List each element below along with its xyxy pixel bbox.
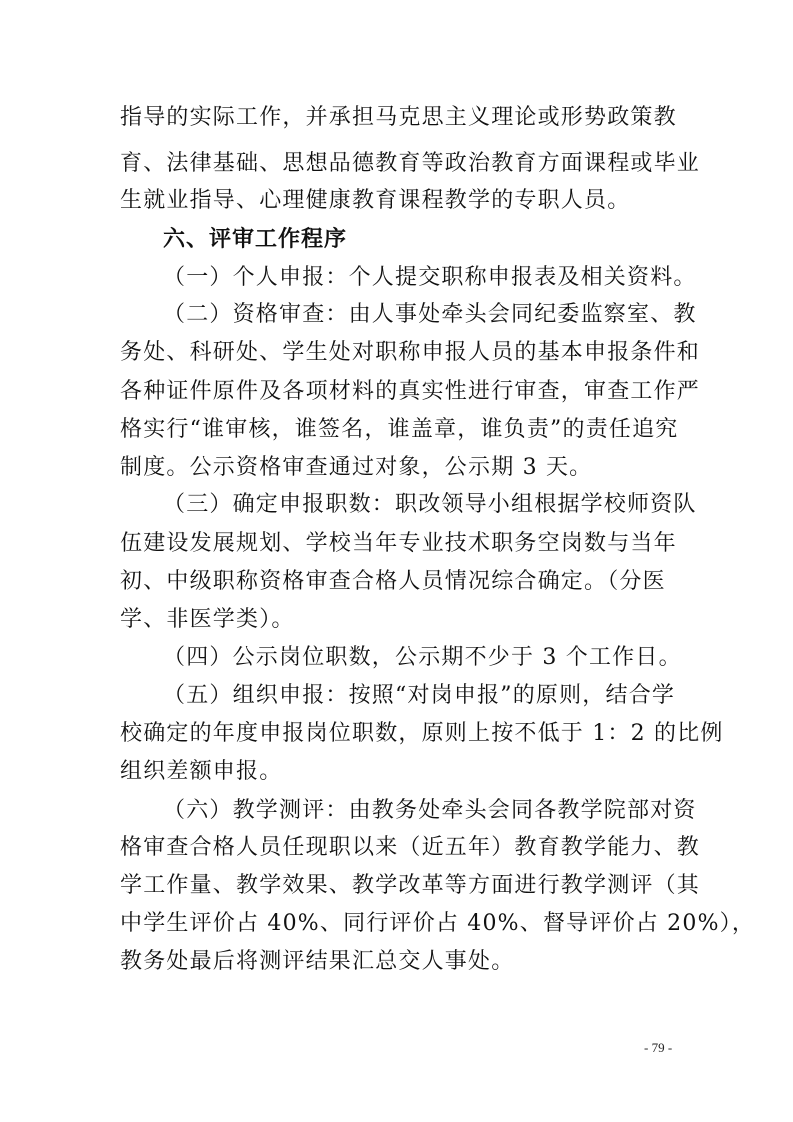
text-line: 务处、科研处、学生处对职称申报人员的基本申报条件和: [120, 340, 701, 365]
text-line: 校确定的年度申报岗位职数，原则上按不低于 1：2 的比例: [120, 721, 724, 746]
text-line: （六）教学测评：由教务处牵头会同各教学院部对资: [163, 798, 697, 823]
text-line: 格审查合格人员任现职以来（近五年）教育教学能力、教: [120, 835, 701, 860]
text-line: （四）公示岗位职数，公示期不少于 3 个工作日。: [163, 645, 682, 670]
text-line: 中学生评价占 40%、同行评价占 40%、督导评价占 20%），: [120, 911, 756, 936]
page-number: - 79 -: [644, 1040, 673, 1055]
text-line: （二）资格审查：由人事处牵头会同纪委监察室、教: [163, 302, 697, 327]
text-line: 学工作量、教学效果、教学改革等方面进行教学测评（其: [120, 873, 701, 898]
text-line: 学、非医学类）。: [120, 607, 295, 632]
text-line: 各种证件原件及各项材料的真实性进行审查，审查工作严: [120, 379, 701, 404]
text-line: 初、中级职称资格审查合格人员情况综合确定。（分医: [120, 569, 666, 594]
text-line: 格实行“谁审核，谁签名，谁盖章，谁负责”的责任追究: [120, 417, 679, 442]
text-line: 指导的实际工作，并承担马克思主义理论或形势政策教: [120, 105, 677, 130]
text-line: （三）确定申报职数：职改领导小组根据学校师资队: [163, 492, 697, 517]
text-line: （五）组织申报：按照“对岗申报”的原则，结合学: [163, 683, 676, 708]
section-heading: 六、评审工作程序: [163, 227, 348, 252]
text-line: 教务处最后将测评结果汇总交人事处。: [120, 949, 515, 974]
text-line: 生就业指导、心理健康教育课程教学的专职人员。: [120, 188, 631, 213]
text-line: 组织差额申报。: [120, 759, 283, 784]
text-line: （一）个人申报：个人提交职称申报表及相关资料。: [163, 265, 697, 290]
text-line: 育、法律基础、思想品德教育等政治教育方面课程或毕业: [120, 151, 701, 176]
text-line: 制度。公示资格审查通过对象，公示期 3 天。: [120, 455, 593, 480]
text-line: 伍建设发展规划、学校当年专业技术职务空岗数与当年: [120, 531, 677, 556]
